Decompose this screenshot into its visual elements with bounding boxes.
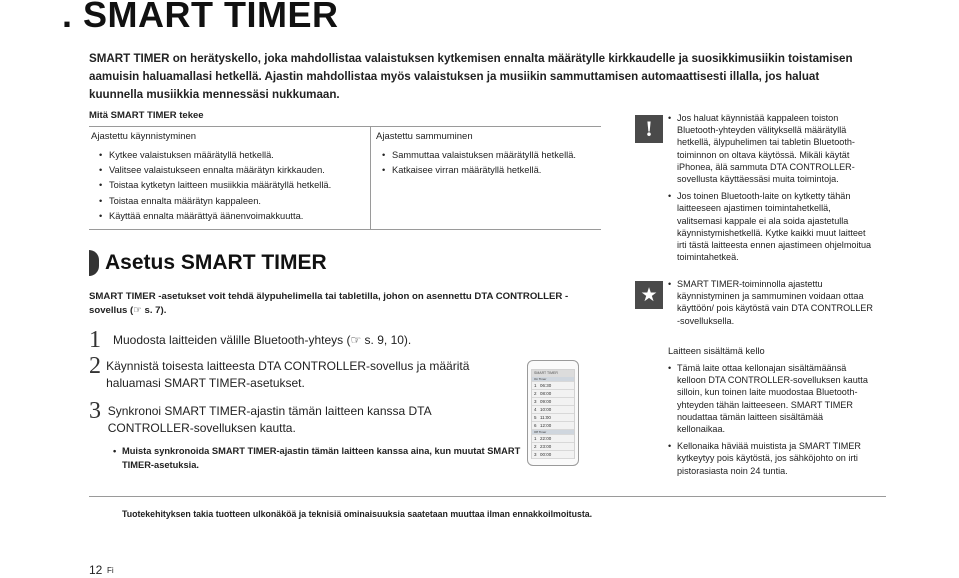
phone-illustration	[527, 360, 579, 466]
list-item: • Jos toinen Bluetooth-laite on kytketty tähän laitteeseen ajastimen toimintahetkellä, valitsemasi kappale ei ala soida ajastetulla käynnistymishetkellä. Kytke kaikki muut laitteet irti tästä laitteesta ennen ajastimeen ohjelmoitua toimintahetkeä.	[668, 190, 873, 263]
star-list	[668, 278, 873, 332]
star-icon: ★	[635, 281, 663, 309]
phone-timer-row: 1 06:30	[532, 382, 574, 390]
page-language: Fi	[107, 566, 114, 575]
footnote: Tuotekehityksen takia tuotteen ulkonäköä ja teknisiä ominaisuuksia saatetaan muuttaa ilman ennakkoilmoitusta.	[89, 496, 886, 519]
phone-on-timer-header: On Timer	[532, 377, 574, 382]
warning-list	[668, 112, 873, 268]
step-2	[89, 354, 509, 392]
scheduled-on-list	[99, 148, 367, 224]
phone-timer-row: 4 10:00	[532, 406, 574, 414]
step-number: 2	[89, 353, 101, 379]
clock-list	[668, 362, 873, 482]
setup-paragraph: SMART TIMER -asetukset voit tehdä älypuhelimella tai tabletilla, johon on asennettu DTA CONTROLLER -sovellus (☞ s. 7).	[89, 291, 569, 316]
phone-screen	[531, 369, 575, 459]
warning-icon: !	[635, 115, 663, 143]
table-column-divider	[370, 126, 371, 229]
section-heading	[89, 250, 327, 276]
features-label: Mitä SMART TIMER tekee	[89, 110, 204, 121]
phone-timer-row: 2 23:00	[532, 443, 574, 451]
phone-timer-row: 6 12:00	[532, 422, 574, 430]
list-item: • Jos haluat käynnistää kappaleen toiston Bluetooth-yhteyden välityksellä määrätyllä hetkellä, älypuhelimen tai tabletin Bluetooth-toiminnon on oltava käytössä. Mikäli käytät iPhonea, älä sammuta DTA CONTROLLER-sovellusta käyttäessäsi muita toimintoja.	[668, 112, 873, 185]
scheduled-off-list	[382, 148, 602, 178]
list-item: • Käyttää ennalta määrättyä äänenvoimakkuutta.	[99, 209, 367, 224]
heading-marker-icon	[89, 250, 99, 276]
step-1	[89, 328, 509, 352]
list-item: • Katkaisee virran määrätyllä hetkellä.	[382, 163, 602, 178]
step-3	[89, 399, 509, 437]
step-text: Muodosta laitteiden välille Bluetooth-yhteys (☞ s. 9, 10).	[113, 333, 412, 347]
section-heading-text: Asetus SMART TIMER	[105, 251, 327, 274]
phone-timer-row: 3 09:00	[532, 398, 574, 406]
table-bottom-rule	[89, 229, 601, 230]
page-title: . SMART TIMER	[62, 0, 339, 35]
list-item: • Tämä laite ottaa kellonajan sisältämäänsä kelloon DTA CONTROLLER-sovelluksen kautta silloin, kun toinen laite muodostaa Bluetooth-yhteyden tähän laitteeseen. SMART TIMER noudattaa tämän laitteen sisältämää kellonaikaa.	[668, 362, 873, 435]
page-number: 12	[89, 563, 103, 577]
list-item: • Sammuttaa valaistuksen määrätyllä hetkellä.	[382, 148, 602, 163]
table-top-rule	[89, 126, 601, 127]
list-item: • SMART TIMER-toiminnolla ajastettu käynnistyminen ja sammuminen voidaan ottaa käyttöön/ pois käytöstä vain DTA CONTROLLER -sovelluksella.	[668, 278, 873, 327]
phone-timer-row: 2 08:00	[532, 390, 574, 398]
step-text: Käynnistä toisesta laitteesta DTA CONTROLLER-sovellus ja määritä haluamasi SMART TIMER-asetukset.	[106, 359, 470, 390]
list-item: • Toistaa ennalta määrätyn kappaleen.	[99, 194, 367, 209]
list-item: • Kellonaika häviää muistista ja SMART TIMER kytkeytyy pois käytöstä, jos sähköjohto on irti pistorasiasta noin 24 tuntia.	[668, 440, 873, 477]
phone-timer-row: 1 22:00	[532, 435, 574, 443]
sync-note: • Muista synkronoida SMART TIMER-ajastin tämän laitteen kanssa aina, kun muutat SMART TIMER-asetuksia.	[113, 444, 525, 472]
phone-timer-row: 5 11:00	[532, 414, 574, 422]
scheduled-on-heading: Ajastettu käynnistyminen	[91, 131, 197, 142]
list-item: • Valitsee valaistukseen ennalta määrätyn kirkkauden.	[99, 163, 367, 178]
step-number: 3	[89, 398, 101, 424]
phone-app-title: SMART TIMER	[532, 370, 574, 377]
step-number: 1	[89, 327, 101, 353]
clock-label: Laitteen sisältämä kello	[668, 346, 765, 356]
phone-timer-row: 3 00:00	[532, 451, 574, 459]
intro-paragraph: SMART TIMER on herätyskello, joka mahdollistaa valaistuksen kytkemisen ennalta määrätylle kirkkaudelle ja suosikkimusiikin toistamisen aamuisin haluamallasi hetkellä. Ajastin mahdollistaa myös valaistuksen ja musiikin sammuttamisen automaattisesti illalla, jos haluat kuunnella musiikkia mennessäsi nukkumaan.	[89, 52, 853, 101]
scheduled-off-heading: Ajastettu sammuminen	[376, 131, 473, 142]
phone-off-timer-header: Off Timer	[532, 430, 574, 435]
list-item: • Toistaa kytketyn laitteen musiikkia määrätyllä hetkellä.	[99, 178, 367, 193]
step-text: Synkronoi SMART TIMER-ajastin tämän laitteen kanssa DTA CONTROLLER-sovelluksen kautta.	[107, 404, 431, 435]
list-item: • Kytkee valaistuksen määrätyllä hetkellä.	[99, 148, 367, 163]
